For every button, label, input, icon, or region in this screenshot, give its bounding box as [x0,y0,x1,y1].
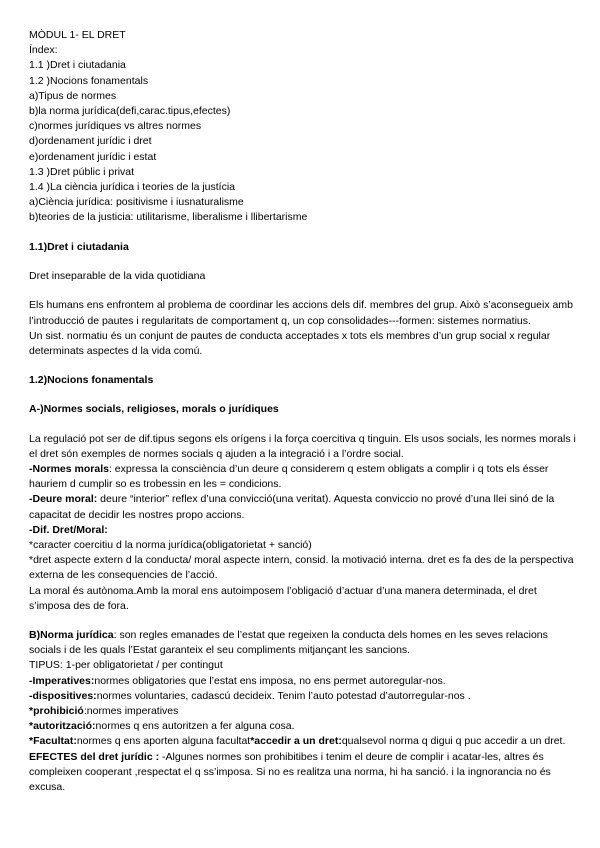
paragraph-norma-juridica [29,628,577,658]
term-label: -Imperatives: [29,674,95,687]
toc-item: a)Tipus de normes [29,89,117,102]
document-body [29,240,577,795]
toc-item: a)Ciència jurídica: positivisme i iusnaturalisme [29,196,244,209]
paragraph-autoritzacio [29,719,577,734]
term-text: normes q ens aporten alguna facultat [76,735,251,748]
paragraph-prohibicio [29,704,577,719]
toc-item: d)ordenament jurídic i dret [29,135,152,148]
index-label: Índex: [29,44,58,57]
subheading-a: A-)Normes socials, religioses, morals o jurídiques [29,403,279,416]
toc-item: e)ordenament jurídic i estat [29,150,157,163]
term-text: normes voluntaries, cadascú decideix. Tenim l’auto potestad d’autorregular-nos . [96,689,471,702]
section-heading-1-2: 1.2)Nocions fonamentals [29,374,154,387]
document-title: MÒDUL 1- EL DRET [29,29,126,41]
paragraph-deure-moral [29,492,577,522]
paragraph: *caracter coercitiu d la norma jurídica(obligatorietat + sanció) [29,539,312,552]
paragraph: Un sist. normatiu és un conjunt de pautes de conducta acceptades x tots els membres d’un grup social x regular determinats aspectes d la vida comú. [29,329,551,358]
paragraph-tipus: TIPUS: 1-per obligatorietat / per contingut [29,659,223,672]
term-text: : son regles emanades de l’estat que regeixen la conducta dels homes en les seves relacions socials i de les quals l’Estat garanteix el seu compliments mitjançant les sancions. [29,629,548,657]
toc-item: b)teories de la justicia: utilitarisme, liberalisme i llibertarisme [29,211,308,224]
toc-item: b)la norma jurídica(defi,carac.tipus,efectes) [29,105,231,118]
paragraph-dispositives [29,689,577,704]
toc-item: c)normes jurídiques vs altres normes [29,120,202,133]
paragraph: La regulació pot ser de dif.tipus segons els orígens i la força coercitiva q tinguin. Els usos socials, les normes morals i el dret són exemples de normes socials q ajuden a la integració i a l’ordre social. [29,432,576,460]
toc-item: 1.3 )Dret públic i privat [29,165,135,178]
term-text: normes q ens autoritzen a fer alguna cosa. [95,720,295,733]
term-text: qualsevol norma q digui q puc accedir a un dret. [341,735,566,748]
toc-item: 1.2 )Nocions fonamentals [29,74,149,87]
term-label: *autorització: [29,720,96,733]
term-prefix: B) [29,629,41,642]
paragraph-facultat [29,734,577,795]
paragraph: Dret inseparable de la vida quotidiana [29,270,206,283]
term-label: -dispositives: [29,689,97,702]
term-text: deure “interior” reflex d’una convicció(una veritat). Aquesta conviccio no prové d’una llei sinó de la capacitat de decidir les nostres propo accions. [29,493,555,521]
term-label: Norma jurídica [40,629,114,642]
term-text: normes obligatories que l’estat ens imposa, no ens permet autoregular-nos. [94,674,446,687]
term-text: -Algunes normes son prohibitibes i tenim el deure de complir i acatar-les, altres és compleixen cooperant ,respectat el q ss’imposa. Si no es realitza una norma, hi ha sanció. i la ingnorancia no és excusa. [29,750,551,794]
term-text: : expressa la consciència d’un deure q considerem q estem obligats a complir i q tots els ésser hauriem d cumplir so es trobessin en les = condicions. [29,463,549,491]
term-label: EFECTES del dret jurídic : [29,750,160,763]
paragraph: *dret aspecte extern d la conducta/ moral aspecte intern, consid. la motivació interna. dret es fa des de la perspectiva externa de les consequencies de l’acció. [29,554,574,582]
term-label-dif: -Dif. Dret/Moral: [29,523,108,536]
term-label: -Normes morals [29,463,109,476]
paragraph-imperatives [29,674,577,689]
toc-item: 1.4 )La ciència jurídica i teories de la justícia [29,181,236,194]
section-heading-1-1: 1.1)Dret i ciutadania [29,241,129,253]
term-text: :normes imperatives [83,705,179,718]
term-label: -Deure moral: [29,493,98,506]
term-label: *accedir a un dret: [250,735,342,748]
term-label: *prohibició [29,705,84,718]
paragraph: Els humans ens enfrontem al problema de coordinar les accions dels dif. membres del grup. Això s’aconsegueix amb l’introducció de pautes i regularitats de comportament q, un cop consolidades---formen: sistemes normatius. [29,299,573,327]
table-of-contents [29,28,307,226]
paragraph: La moral és autònoma.Amb la moral ens autoimposem l’obligació d’actuar d’una manera determinada, el dret s’imposa des de fora. [29,584,537,612]
paragraph-normes-morals [29,462,577,492]
toc-item: 1.1 )Dret i ciutadania [29,59,126,72]
term-label: *Facultat: [29,735,77,748]
